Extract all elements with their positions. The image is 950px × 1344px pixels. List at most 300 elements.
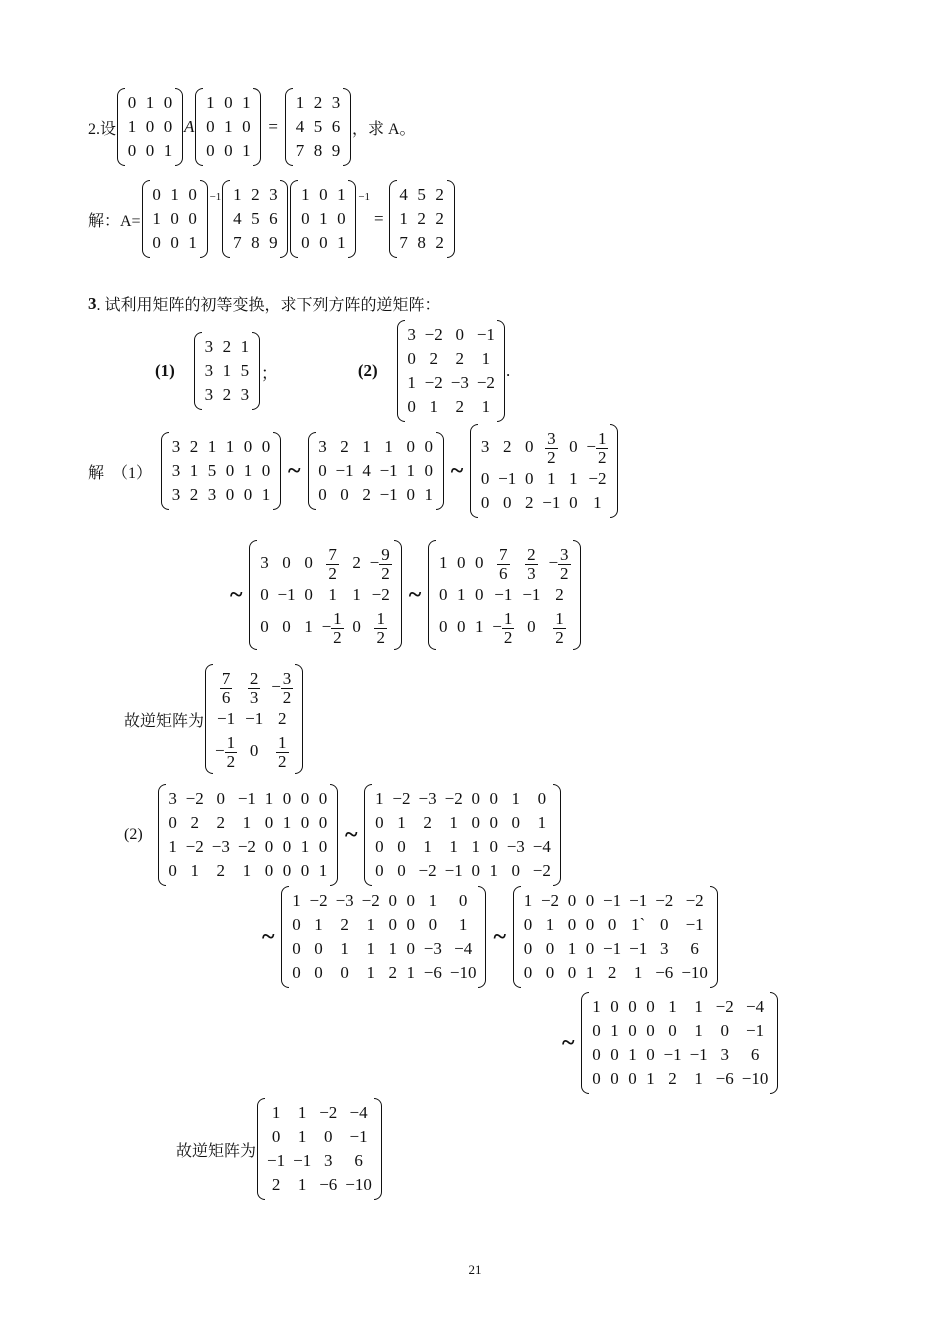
matrix-cell: 0: [170, 209, 179, 228]
matrix-cell: 1: [300, 837, 310, 856]
matrix-cell: 1: [407, 373, 416, 392]
matrix-cell: 4: [295, 117, 305, 136]
matrix-cell: 1: [424, 485, 433, 504]
matrix-cell: 0: [455, 325, 465, 344]
matrix-cell: [322, 543, 344, 583]
matrix-cell: 2: [216, 861, 226, 880]
semicolon: ；: [260, 363, 278, 383]
matrix-cell: 1: [458, 915, 468, 934]
matrix-cell: −1: [476, 325, 495, 344]
matrix-cell: 0: [318, 813, 328, 832]
matrix-cell: 2: [362, 485, 371, 504]
matrix: [161, 432, 281, 510]
matrix-cell: [271, 667, 293, 707]
matrix-cell: 1: [314, 915, 323, 934]
matrix-cell: 6: [750, 1045, 760, 1064]
matrix-cell: 1: [301, 185, 310, 204]
matrix-cell: 0: [424, 461, 433, 480]
matrix-cell: 0: [314, 963, 323, 982]
matrix-cell: 1: [610, 1021, 619, 1040]
left-bracket: [281, 886, 289, 988]
matrix-cell: 0: [475, 585, 484, 604]
matrix-cell: 7: [399, 233, 408, 252]
answer-label: 故逆矩阵为: [124, 712, 205, 730]
left-bracket: [194, 332, 202, 410]
matrix-cell: [492, 607, 514, 647]
minus-sign: −: [548, 553, 559, 572]
matrix-cell: 1`: [631, 915, 646, 934]
matrix-cell: −2: [309, 891, 328, 910]
left-bracket: [513, 886, 521, 988]
numerator: 2: [249, 668, 259, 688]
matrix-cell: 2: [388, 963, 398, 982]
part-2-label: (2): [357, 361, 378, 380]
matrix: [281, 886, 486, 988]
matrix-cell: 0: [340, 485, 349, 504]
matrix-cell: 2: [189, 485, 199, 504]
matrix-cell: 1: [271, 1103, 281, 1122]
matrix-cell: 0: [585, 939, 595, 958]
matrix-cell: −2: [532, 861, 551, 880]
matrix-cell: 0: [225, 485, 235, 504]
problem-3-number: 3: [88, 293, 97, 313]
matrix-cell: 1: [292, 891, 301, 910]
matrix-cell: 0: [388, 915, 398, 934]
matrix-cell: 0: [502, 493, 512, 512]
matrix-cell: 2: [278, 709, 287, 728]
denominator: 2: [376, 627, 385, 647]
matrix: [222, 180, 288, 258]
minus-sign: −: [369, 553, 380, 572]
denominator: 2: [333, 627, 342, 647]
left-bracket: [142, 180, 150, 258]
matrix-cell: 1: [475, 617, 484, 636]
part-1-label: (1): [155, 361, 175, 380]
denominator: 6: [499, 563, 508, 583]
matrix-cell: 2: [340, 915, 349, 934]
matrix-cell: 3: [207, 485, 217, 504]
denominator: 2: [328, 563, 337, 583]
matrix-cell: 0: [163, 93, 173, 112]
matrix-cell: 1: [428, 891, 438, 910]
problem-3-matrices: [155, 320, 510, 422]
fraction: [558, 546, 571, 583]
matrix-cell: 1: [163, 141, 173, 160]
matrix-cell: −2: [685, 891, 704, 910]
left-bracket: [117, 88, 125, 166]
matrix-cell: 0: [188, 185, 197, 204]
matrix-cell: 1: [668, 997, 677, 1016]
matrix-grid: [397, 180, 447, 258]
matrix-cell: −1: [444, 861, 463, 880]
matrix-cell: 2: [417, 209, 426, 228]
minus-sign: −: [492, 617, 502, 636]
numerator: 3: [282, 668, 292, 688]
right-bracket: [175, 88, 183, 166]
matrix: [513, 886, 718, 988]
matrix-cell: 1: [352, 585, 361, 604]
matrix-cell: 3: [331, 93, 341, 112]
matrix-cell: 2: [340, 437, 349, 456]
matrix-cell: 1: [264, 789, 274, 808]
matrix: [158, 784, 338, 886]
matrix-grid: [230, 180, 280, 258]
matrix-cell: 0: [406, 939, 416, 958]
solution-2-label: (2): [124, 826, 143, 843]
denominator: 2: [226, 751, 236, 771]
matrix-cell: 0: [337, 209, 346, 228]
matrix-cell: 0: [525, 469, 534, 488]
inverse-exponent: −1: [358, 191, 371, 203]
matrix-cell: 1: [406, 963, 416, 982]
matrix: [290, 180, 356, 258]
problem-3-text: . 试利用矩阵的初等变换，求下列方阵的逆矩阵：: [96, 297, 441, 314]
matrix-cell: −4: [746, 997, 765, 1016]
right-bracket: [447, 180, 455, 258]
matrix-cell: 0: [282, 553, 291, 572]
matrix-cell: 0: [243, 485, 253, 504]
matrix-cell: 1: [340, 939, 349, 958]
matrix-cell: −4: [454, 939, 473, 958]
matrix-cell: [548, 607, 570, 647]
matrix-cell: −10: [681, 963, 708, 982]
matrix-cell: 7: [295, 141, 305, 160]
matrix-cell: 0: [406, 915, 416, 934]
matrix-cell: 6: [269, 209, 278, 228]
matrix-cell: 0: [480, 469, 490, 488]
right-bracket: [252, 332, 260, 410]
right-bracket: [348, 180, 356, 258]
matrix-cell: 1: [694, 997, 703, 1016]
matrix: [397, 320, 505, 422]
matrix-cell: 1: [569, 469, 578, 488]
matrix-cell: 0: [610, 1069, 619, 1088]
matrix-cell: −3: [450, 373, 469, 392]
matrix-cell: 0: [243, 437, 253, 456]
matrix-cell: 0: [249, 741, 259, 760]
matrix-cell: 0: [567, 915, 577, 934]
matrix-cell: −2: [371, 585, 390, 604]
matrix-grid: [289, 886, 478, 988]
matrix-cell: 3: [720, 1045, 729, 1064]
matrix-cell: 2: [668, 1069, 677, 1088]
matrix-cell: 1: [242, 93, 251, 112]
matrix-cell: 4: [362, 461, 371, 480]
matrix-grid: [405, 320, 497, 422]
matrix-cell: 0: [610, 997, 619, 1016]
matrix-cell: 0: [646, 997, 655, 1016]
matrix-grid: [521, 886, 710, 988]
matrix-cell: 1: [366, 939, 375, 958]
matrix-cell: −6: [715, 1069, 734, 1088]
matrix-cell: −2: [444, 789, 463, 808]
matrix-cell: 2: [222, 385, 232, 404]
matrix-cell: −10: [345, 1175, 372, 1194]
matrix-cell: 1: [224, 117, 233, 136]
matrix: [581, 992, 778, 1094]
right-bracket: [280, 180, 288, 258]
matrix-cell: 2: [271, 1175, 281, 1194]
matrix-cell: −1: [349, 1127, 368, 1146]
solution-2-row-1: [124, 784, 562, 886]
right-bracket: [343, 88, 351, 166]
matrix-cell: 2: [251, 185, 260, 204]
matrix-cell: 1: [242, 861, 252, 880]
matrix-grid: [293, 88, 343, 166]
matrix-cell: 1: [511, 789, 520, 808]
matrix-cell: 1: [375, 789, 384, 808]
matrix: [194, 332, 260, 410]
matrix-cell: −1: [629, 891, 648, 910]
matrix-cell: 0: [428, 915, 438, 934]
minus-sign: −: [586, 437, 596, 456]
denominator: 2: [547, 447, 556, 467]
matrix: [470, 424, 618, 518]
matrix-cell: 0: [375, 837, 384, 856]
matrix-cell: 1: [170, 185, 179, 204]
matrix-cell: 0: [525, 437, 534, 456]
matrix-cell: −2: [476, 373, 495, 392]
matrix-cell: 0: [523, 939, 533, 958]
matrix-cell: 1: [449, 813, 458, 832]
right-bracket: [394, 540, 402, 650]
denominator: 2: [282, 687, 292, 707]
matrix-cell: 0: [319, 185, 328, 204]
denominator: 3: [527, 563, 536, 583]
matrix-cell: 3: [171, 485, 181, 504]
matrix-cell: 0: [406, 485, 415, 504]
matrix-cell: 0: [152, 185, 161, 204]
numerator: 9: [381, 544, 390, 564]
matrix-cell: 1: [449, 837, 458, 856]
matrix-cell: 3: [204, 337, 214, 356]
matrix-cell: 0: [406, 437, 415, 456]
denominator: 2: [381, 563, 390, 583]
matrix-cell: 0: [567, 891, 577, 910]
matrix-cell: 0: [628, 1069, 637, 1088]
numerator: 1: [597, 428, 607, 448]
numerator: 7: [221, 668, 231, 688]
matrix-cell: 0: [300, 789, 310, 808]
matrix-cell: 0: [224, 93, 233, 112]
left-bracket: [257, 1098, 265, 1200]
matrix-cell: −6: [319, 1175, 338, 1194]
right-bracket: [273, 432, 281, 510]
left-bracket: [222, 180, 230, 258]
matrix-cell: −2: [424, 325, 443, 344]
matrix-cell: 0: [646, 1045, 655, 1064]
matrix-cell: 0: [628, 997, 637, 1016]
matrix-cell: −3: [506, 837, 525, 856]
matrix-cell: 0: [282, 837, 292, 856]
matrix-cell: 4: [399, 185, 408, 204]
matrix-cell: 0: [569, 437, 578, 456]
matrix-cell: 1: [297, 1103, 307, 1122]
matrix-cell: 2: [313, 93, 323, 112]
fraction: [553, 610, 566, 647]
matrix-cell: 2: [429, 349, 438, 368]
matrix-cell: 6: [331, 117, 341, 136]
matrix-cell: −1: [685, 915, 704, 934]
matrix: [195, 88, 261, 166]
matrix-cell: 7: [233, 233, 242, 252]
matrix-cell: 0: [145, 117, 155, 136]
left-bracket: [195, 88, 203, 166]
matrix-cell: 2: [555, 585, 564, 604]
matrix-cell: 1: [457, 585, 466, 604]
matrix-cell: 2: [216, 813, 226, 832]
numerator: 7: [328, 544, 337, 564]
matrix-cell: 0: [527, 617, 536, 636]
matrix-cell: −3: [423, 939, 442, 958]
matrix-cell: 1: [388, 939, 398, 958]
matrix-cell: 0: [242, 117, 251, 136]
fraction: [331, 610, 344, 647]
matrix-cell: 0: [471, 813, 480, 832]
matrix-cell: 0: [292, 939, 301, 958]
matrix-cell: −2: [361, 891, 380, 910]
fraction: [326, 546, 339, 583]
matrix-cell: 2: [189, 437, 199, 456]
matrix-cell: 3: [240, 385, 250, 404]
matrix-cell: 0: [489, 837, 498, 856]
solution-1-prefix: 解 （1）: [88, 464, 153, 482]
problem-3-title: [88, 292, 441, 315]
matrix-grid: [298, 180, 348, 258]
equals-sign: =: [268, 117, 278, 136]
solution-2-row-3: [556, 992, 779, 1094]
matrix: [249, 540, 401, 650]
solution-prefix: 解：A=: [88, 212, 141, 230]
matrix-cell: 1: [399, 209, 408, 228]
minus-sign: −: [271, 677, 281, 696]
matrix-cell: 5: [240, 361, 250, 380]
matrix-cell: 0: [282, 861, 292, 880]
matrix-cell: 0: [537, 789, 547, 808]
matrix-cell: 1: [694, 1069, 703, 1088]
matrix-cell: [548, 543, 570, 583]
matrix-cell: 0: [407, 349, 416, 368]
matrix-cell: 2: [455, 397, 465, 416]
problem-2-solution: [88, 180, 456, 258]
matrix-cell: 0: [271, 1127, 281, 1146]
left-bracket: [205, 664, 213, 774]
matrix-cell: 3: [660, 939, 669, 958]
matrix-cell: 6: [690, 939, 699, 958]
left-bracket: [428, 540, 436, 650]
matrix-cell: 0: [127, 93, 137, 112]
problem-2-prefix: 2.设: [88, 120, 117, 138]
matrix-cell: 2: [502, 437, 512, 456]
matrix-cell: 1: [429, 397, 438, 416]
left-bracket: [249, 540, 257, 650]
matrix-cell: 0: [304, 585, 313, 604]
matrix-cell: 0: [300, 861, 310, 880]
problem-2-suffix: ，求 A。: [352, 120, 416, 138]
matrix-cell: [322, 607, 344, 647]
matrix-cell: 0: [592, 1045, 601, 1064]
matrix-cell: 0: [457, 617, 466, 636]
matrix-cell: 2: [435, 209, 444, 228]
matrix-cell: 1: [567, 939, 577, 958]
matrix-cell: 0: [545, 963, 555, 982]
matrix: [308, 432, 444, 510]
matrix-cell: −1: [379, 461, 398, 480]
solution-1-row-1: [88, 424, 619, 518]
matrix-cell: 0: [188, 209, 197, 228]
matrix-cell: −2: [588, 469, 607, 488]
left-bracket: [290, 180, 298, 258]
left-bracket: [581, 992, 589, 1094]
matrix-cell: −3: [418, 789, 437, 808]
solution-2-answer: [176, 1098, 383, 1200]
matrix-cell: 3: [168, 789, 177, 808]
matrix-cell: 0: [292, 915, 301, 934]
matrix-cell: 0: [406, 891, 416, 910]
matrix-cell: 3: [318, 437, 327, 456]
fraction: [596, 430, 609, 467]
numerator: 2: [527, 544, 536, 564]
fraction: [379, 546, 392, 583]
matrix: [389, 180, 455, 258]
matrix-cell: [370, 607, 392, 647]
matrix-cell: 1: [545, 915, 555, 934]
matrix-cell: 0: [340, 963, 349, 982]
matrix-cell: 1: [222, 361, 232, 380]
matrix-grid: [589, 992, 770, 1094]
left-bracket: [158, 784, 166, 886]
right-bracket: [770, 992, 778, 1094]
right-bracket: [710, 886, 718, 988]
matrix-cell: 0: [480, 493, 490, 512]
matrix: [142, 180, 208, 258]
matrix-cell: 0: [375, 813, 384, 832]
matrix-cell: 0: [163, 117, 173, 136]
right-bracket: [478, 886, 486, 988]
matrix-cell: 1: [242, 141, 251, 160]
matrix-cell: 0: [318, 461, 327, 480]
matrix-cell: 0: [489, 813, 498, 832]
numerator: 1: [333, 608, 342, 628]
right-bracket: [497, 320, 505, 422]
matrix-cell: 9: [269, 233, 278, 252]
matrix-cell: 0: [324, 1127, 333, 1146]
matrix-cell: 0: [282, 617, 291, 636]
matrix-cell: 0: [206, 141, 215, 160]
numerator: 1: [226, 732, 236, 752]
matrix-cell: 0: [471, 861, 480, 880]
matrix-cell: 5: [207, 461, 217, 480]
matrix-cell: 1: [628, 1045, 637, 1064]
matrix: [117, 88, 183, 166]
right-bracket: [436, 432, 444, 510]
matrix-cell: 0: [304, 553, 313, 572]
matrix-cell: 0: [168, 813, 177, 832]
answer-label: 故逆矩阵为: [176, 1142, 257, 1160]
matrix-cell: 3: [171, 437, 181, 456]
matrix-cell: 0: [261, 437, 271, 456]
matrix-cell: 1: [261, 485, 271, 504]
matrix-cell: 0: [457, 553, 466, 572]
matrix-cell: 9: [331, 141, 341, 160]
numerator: 3: [560, 544, 569, 564]
fraction: [220, 670, 233, 707]
right-bracket: [295, 664, 303, 774]
matrix: [364, 784, 560, 886]
matrix-cell: 1: [384, 437, 393, 456]
matrix-cell: −2: [392, 789, 411, 808]
fraction: [374, 610, 387, 647]
